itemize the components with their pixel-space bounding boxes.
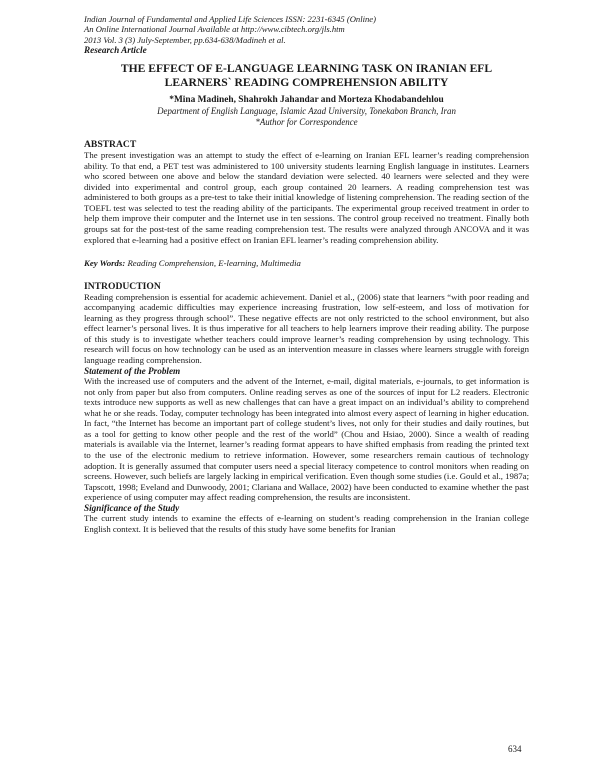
journal-url: An Online International Journal Available at http://www.cibtech.org/jls.htm [84,24,345,35]
significance-text: The current study intends to examine the effects of e-learning on student’s reading comprehension in the Iranian college English context. It is believed that the results of this study have some benefits for Iranian [84,513,529,534]
statement-heading: Statement of the Problem [84,365,181,376]
journal-name: Indian Journal of Fundamental and Applied Life Sciences ISSN: 2231-6345 (Online) [84,14,376,24]
journal-volume: 2013 Vol. 3 (3) July-September, pp.634-638/Madineh et al. [84,34,286,45]
significance-heading: Significance of the Study [84,502,180,513]
affiliation: Department of English Language, Islamic Azad University, Tonekabon Branch, Iran [157,106,456,117]
introduction-text: Reading comprehension is essential for academic achievement. Daniel et al., (2006) state that learners “with poor reading and accompanying academic difficulties may experience increasing frustration, low self-esteem, and loss of motivation for learning as they progress through school”. These negative effects are not only restricted to the school environment, but also effect learner’s personal lives. It is thus imperative for all teachers to help learners improve their reading ability. The purpose of this study is to investigate whether teachers could improve learner’s reading comprehension by using technology. This research will focus on how technology can be used as an intervention measure in classes where learners struggle with foreign language reading comprehension. [84,291,529,365]
introduction-heading: INTRODUCTION [84,280,161,292]
keywords-label: Key Words: [84,258,126,269]
paper-title-line-1: THE EFFECT OF E-LANGUAGE LEARNING TASK ON IRANIAN EFL [120,62,493,76]
paper-title-line-2: LEARNERS` READING COMPREHENSION ABILITY [164,76,449,90]
authors: *Mina Madineh, Shahrokh Jahandar and Morteza Khodabandehlou [169,94,444,105]
keywords [84,258,529,269]
abstract-heading: ABSTRACT [84,139,137,151]
abstract-text: The present investigation was an attempt to study the effect of e-learning on Iranian EFL learner’s reading comprehension ability. To that end, a PET test was administered to 100 university students learning English language in institutes. Learners who scored between one above and below the standard deviation were selected. 40 learners were selected and they were divided into experimental and control group, each group contained 20 learners. A reading comprehension test was administered to both groups as a pre-test to take their initial knowledge of listening comprehension. The reading section of the TOEFL test was selected to test the reading ability of the participants. The experimental group received treatment in order to help them improve their computer and the Internet use in ten sessions. The control group received no treatment. Finally both groups sat for the post-test of the same reading comprehension test. The results were analyzed through ANCOVA and it was explored that e-learning had a positive effect on Iranian EFL learner’s reading comprehension ability. [84,150,529,245]
statement-text: With the increased use of computers and the advent of the Internet, e-mail, digital materials, e-journals, to get information is not only from paper but also from computers. Online reading serves as one of the sources of input for L2 readers. Electronic texts introduce new supports as well as new challenges that can have a great impact on an individual’s ability to comprehend what he or she reads. Today, computer technology has been integrated into almost every aspect of learning in higher education. In fact, “the Internet has become an important part of college student’s lives, not only for their studies and daily routines, but as a tool for getting to know other people and the rest of the world” (Chou and Hsiao, 2000). Since a wealth of reading materials is available via the Internet, learner’s reading format appears to have shifted emphasis from reading the printed text to the use of the electronic medium to retrieve information. However, some researchers remain cautious of technology adoption. It is generally assumed that computer users need a special literacy competence to control monitors when reading on screens. However, such beliefs are largely lacking in empirical verification. Even though some studies (i.e. Gould et al., 1987a; Tapscott, 1998; Eveland and Dunwoody, 2001; Clariana and Wallace, 2002) have been conducted to examine whether the past experience of using computer may affect reading comprehension, the results are inconsistent. [84,376,529,503]
article-type: Research Article [84,45,147,56]
keywords-value: Reading Comprehension, E-learning, Multimedia [127,258,301,269]
journal-header [84,14,529,45]
correspondence-note: *Author for Correspondence [255,116,358,127]
article-page [84,14,529,534]
page-number: 634 [508,744,522,754]
paper-title [84,62,529,90]
